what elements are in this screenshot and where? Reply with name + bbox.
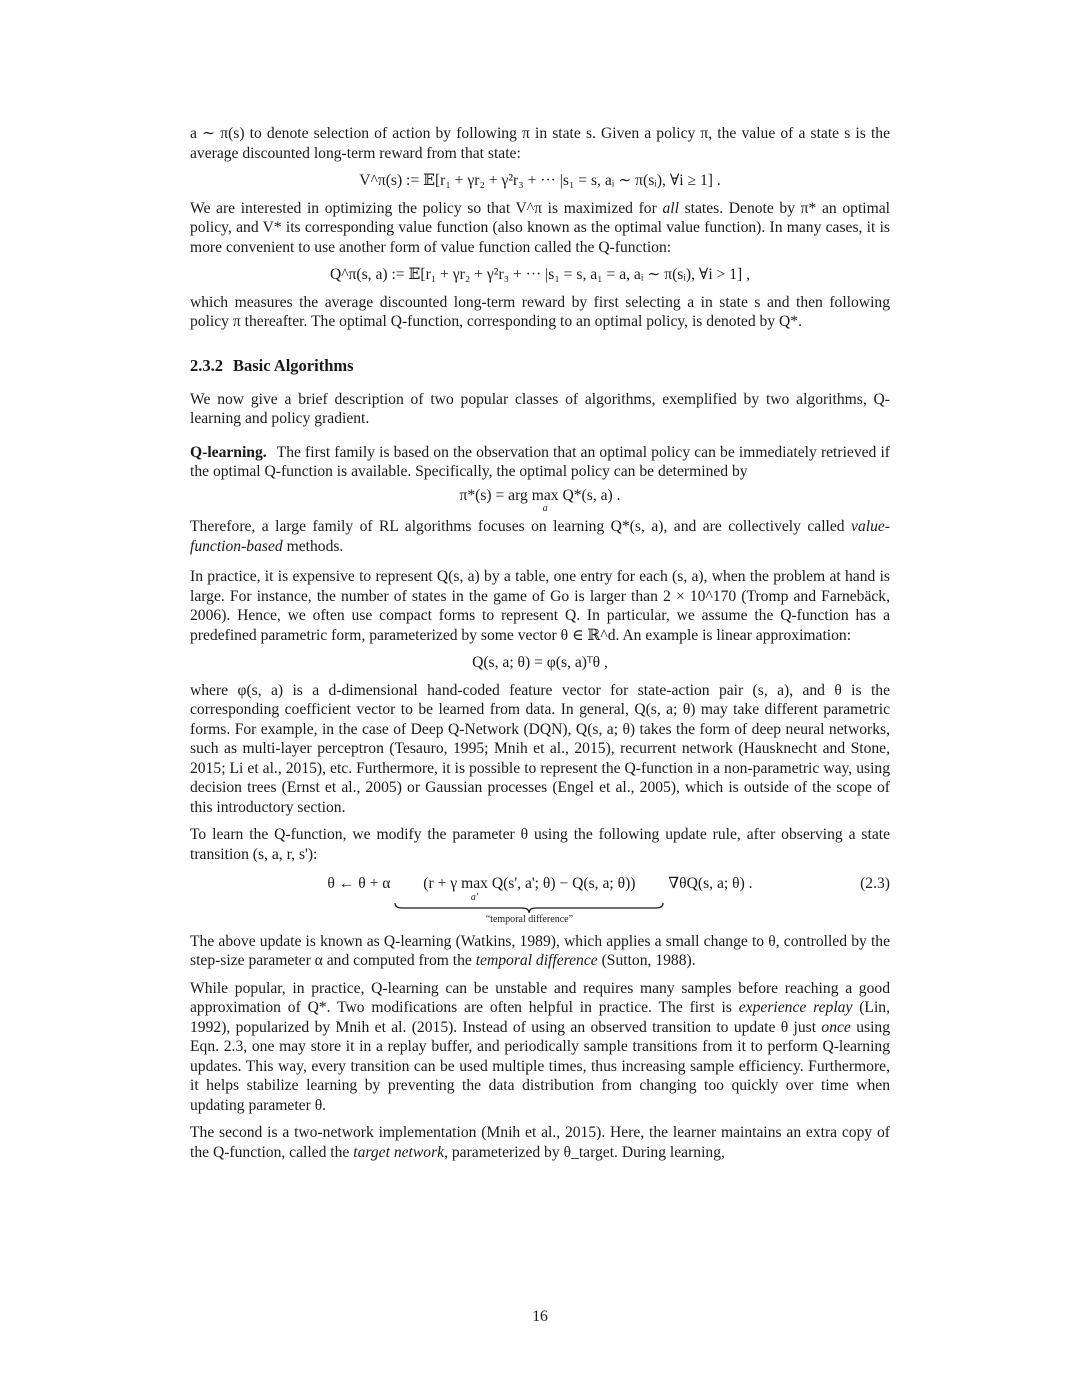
text-span: The first family is based on the observation that an optimal policy can be immediately retrieved if the optimal Q-function is available. Specifically, the optimal policy can be determined by	[190, 443, 890, 480]
eq-subscript: a	[542, 503, 548, 514]
section-title: Basic Algorithms	[233, 355, 354, 375]
section-number: 2.3.2	[190, 355, 223, 375]
paragraph-experience-replay	[190, 979, 890, 1116]
eq-part: (r + γ	[423, 875, 462, 892]
text-span: , parameterized by θ_target. During learning,	[444, 1143, 725, 1161]
text-span: (Lin, 1992), popularized by Mnih et al. (2015). Instead of using an observed transition to update θ just	[190, 999, 890, 1036]
paragraph-q-learning-named	[190, 932, 890, 971]
text-span: states. Denote by π* an optimal policy, and V* its corresponding value function (also known as the optimal value function). In many cases, it is more convenient to use another form of value function called the Q-function:	[190, 199, 890, 256]
section-heading	[190, 356, 890, 376]
page-number: 16	[532, 1308, 548, 1325]
paragraph-function-approximation: In practice, it is expensive to represent Q(s, a) by a table, one entry for each (s, a), when the problem at hand is large. For instance, the number of states in the game of Go is larger than 2 × 10^170 (Tromp and Farnebäck, 2006). Hence, we often use compact forms to represent Q. In particular, we assume the Q-function has a predefined parametric form, parameterized by some vector θ ∈ ℝ^d. An example is linear approximation:	[190, 568, 890, 644]
text-span: The second is a two-network implementation (Mnih et al., 2015). Here, the learner maintains an extra copy of the Q-function, called the	[190, 1124, 890, 1161]
eq-op: max	[531, 486, 559, 504]
eq-part: ∇θQ(s, a; θ) .	[668, 875, 753, 892]
equation-q-function: Q^π(s, a) := 𝔼[r₁ + γr₂ + γ²r₃ + ··· |s₁ = s, a₁ = a, aᵢ ∼ π(sᵢ), ∀i > 1] ,	[329, 266, 751, 283]
equation-q-update	[190, 874, 890, 926]
eq-part: Q(s', a'; θ) − Q(s, a; θ))	[487, 875, 636, 892]
emphasis: experience replay	[738, 999, 853, 1016]
operator-max	[532, 486, 559, 514]
eq-subscript: a'	[470, 891, 479, 903]
text-span: We are interested in optimizing the policy so that V^π is maximized for	[190, 199, 663, 217]
paragraph-intro-algorithms: We now give a brief description of two popular classes of algorithms, exemplified by two algorithms, Q-learning and policy gradient.	[190, 390, 890, 427]
paragraph-q-function-meaning: which measures the average discounted long-term reward by first selecting a in state s and then following policy π thereafter. The optimal Q-function, corresponding to an optimal policy, is denoted by Q*.	[190, 293, 890, 330]
operator-max	[461, 874, 488, 902]
text-span: Therefore, a large family of RL algorithms focuses on learning Q*(s, a), and are collectively called	[190, 518, 852, 535]
emphasis: all	[662, 199, 679, 217]
text-span: using Eqn. 2.3, one may store it in a replay buffer, and periodically sample transitions from it to perform Q-learning updates. This way, every transition can be used multiple times, thus increasing sample efficiency. Furthermore, it helps stabilize learning by preventing the data distribution from changing too quickly over time when updating parameter θ.	[190, 1018, 890, 1114]
underbrace-icon	[394, 902, 664, 914]
eq-part: Q*(s, a) .	[562, 486, 621, 504]
brace-label: “temporal difference”	[485, 913, 574, 925]
eq-part: π*(s) = arg	[459, 486, 528, 504]
page-body	[190, 124, 890, 1162]
paragraph-q-learning	[190, 443, 890, 482]
paragraph-feature-vector: where φ(s, a) is a d-dimensional hand-coded feature vector for state-action pair (s, a), and θ is the corresponding coefficient vector to be learned from data. In general, Q(s, a; θ) may take different parametric forms. For example, in the case of Deep Q-Network (DQN), Q(s, a; θ) takes the form of deep neural networks, such as multi-layer perceptron (Tesauro, 1995; Mnih et al., 2015), recurrent network (Hausknecht and Stone, 2015; Li et al., 2015), etc. Furthermore, it is possible to represent the Q-function in a non-parametric way, using decision trees (Ernst et al., 2005) or Gaussian processes (Engel et al., 2005), which is outside of the scope of this introductory section.	[190, 681, 890, 816]
equation-linear-approx: Q(s, a; θ) = φ(s, a)ᵀθ ,	[472, 654, 608, 671]
runin-heading: Q-learning.	[190, 443, 267, 461]
emphasis: value-function-based	[190, 518, 890, 555]
paragraph-value-based	[190, 517, 890, 556]
eq-op: max	[461, 875, 488, 892]
equation-value-function: V^π(s) := 𝔼[r₁ + γr₂ + γ²r₃ + ··· |s₁ = s, aᵢ ∼ π(sᵢ), ∀i ≥ 1] .	[359, 172, 721, 189]
emphasis: once	[821, 1018, 851, 1036]
td-expression	[423, 874, 635, 902]
emphasis: target network	[353, 1143, 445, 1161]
text-span: While popular, in practice, Q-learning can be unstable and requires many samples before reaching a good approximation of Q*. Two modifications are often helpful in practice. The first is	[190, 979, 890, 1016]
eq-part: θ ← θ + α	[327, 875, 391, 892]
equation-optimal-policy	[190, 486, 890, 514]
paragraph-optimal-policy	[190, 199, 890, 258]
emphasis: temporal difference	[475, 952, 598, 969]
text-span: methods.	[282, 537, 344, 555]
paragraph-update-rule-intro: To learn the Q-function, we modify the parameter θ using the following update rule, after observing a state transition (s, a, r, s'):	[190, 826, 890, 863]
temporal-difference-group	[394, 874, 664, 926]
equation-number: (2.3)	[860, 875, 890, 892]
paragraph-target-network	[190, 1123, 890, 1162]
text-span: (Sutton, 1988).	[597, 952, 696, 969]
text-span: The above update is known as Q-learning (Watkins, 1989), which applies a small change to θ, controlled by the step-size parameter α and computed from the	[190, 932, 890, 969]
paragraph-value-definition: a ∼ π(s) to denote selection of action by following π in state s. Given a policy π, the value of a state s is the average discounted long-term reward from that state:	[190, 125, 890, 162]
